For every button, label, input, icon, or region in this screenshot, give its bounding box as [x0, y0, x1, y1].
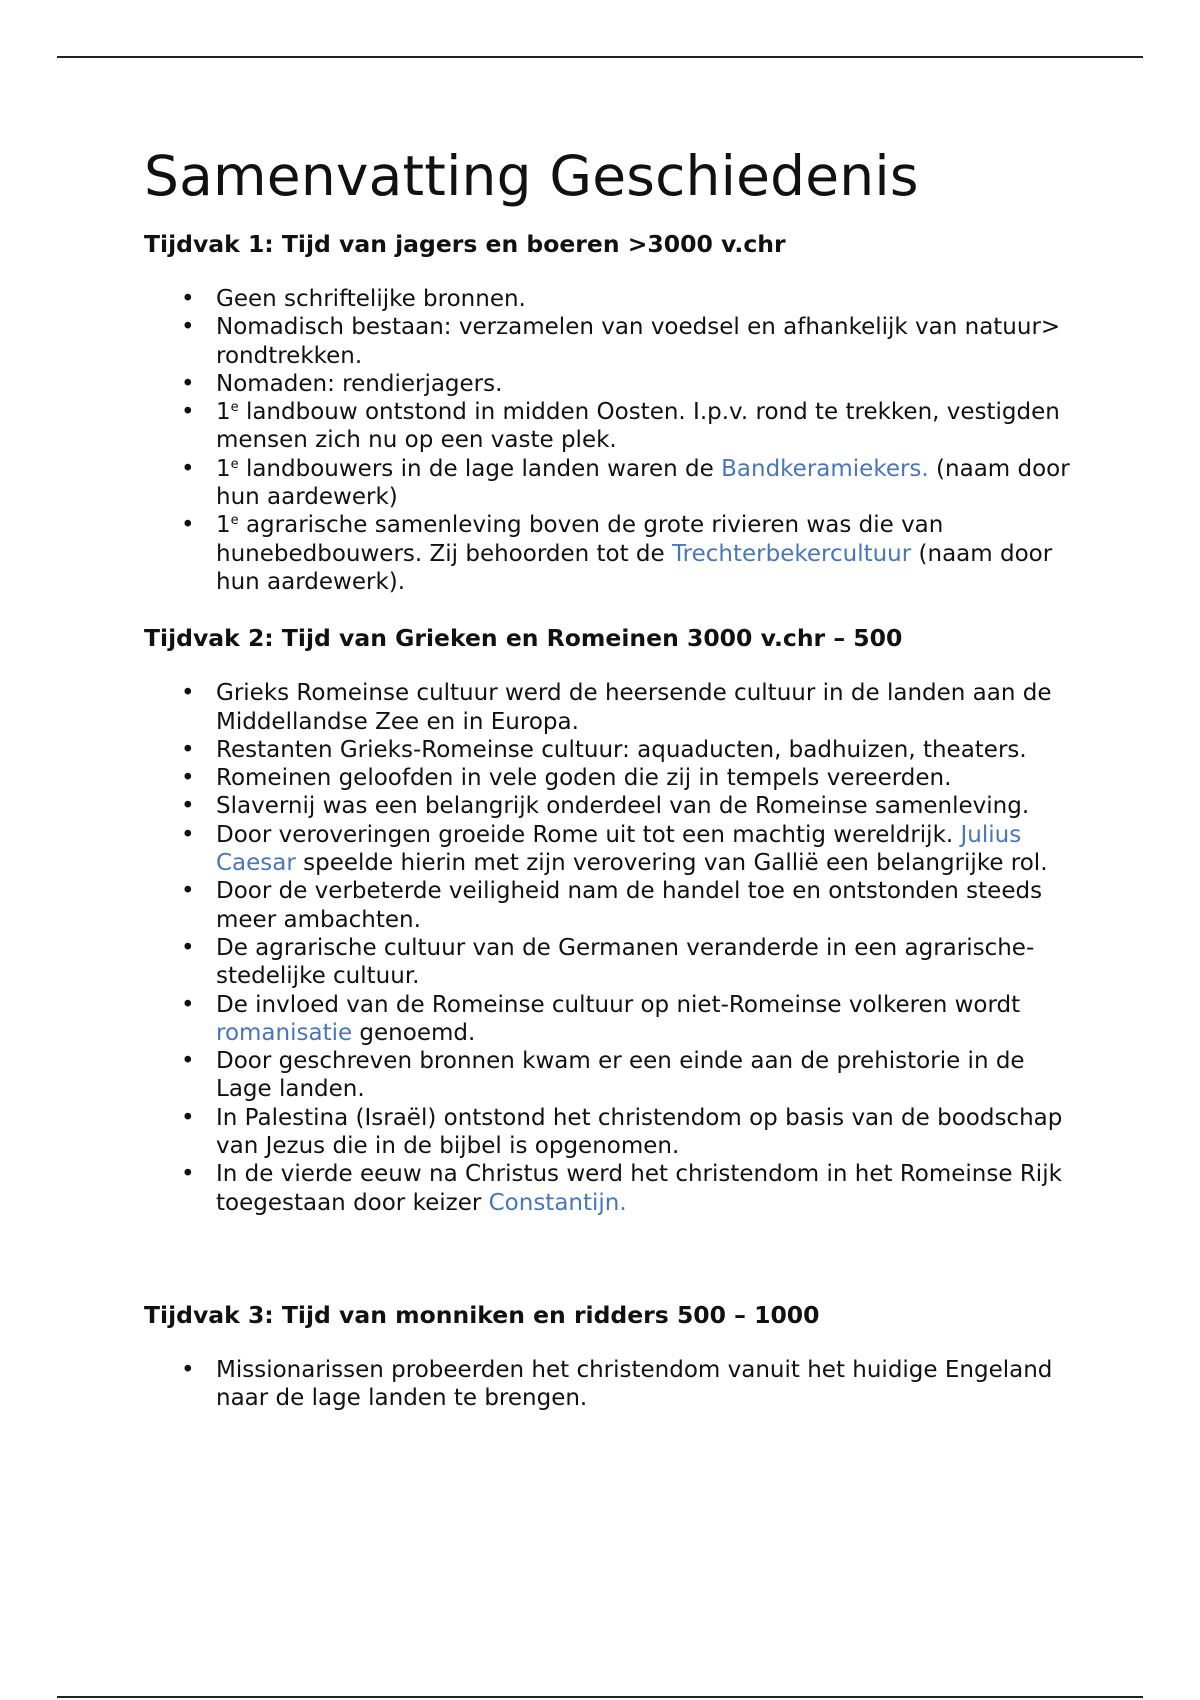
term-link-constantijn[interactable]: Constantijn. [488, 1189, 627, 1216]
bottom-rule [57, 1696, 1143, 1698]
section-heading-tijdvak-3: Tijdvak 3: Tijd van monniken en ridders 500 – 1000 [144, 1300, 820, 1329]
bullet-list-tijdvak-3 [144, 1356, 1074, 1413]
bullet-icon: • [181, 370, 195, 397]
list-item: • Door de verbeterde veiligheid nam de handel toe en ontstonden steeds meer ambachten. [181, 878, 1043, 933]
list-item: • 1e landbouw ontstond in midden Oosten. I.p.v. rond te trekken, vestigden mensen zich nu op een vaste plek. [181, 399, 1060, 454]
list-item: • Slavernij was een belangrijk onderdeel van de Romeinse samenleving. [181, 793, 1030, 820]
list-item: • Geen schriftelijke bronnen. [181, 286, 526, 312]
list-item: • Door veroveringen groeide Rome uit tot een machtig wereldrijk. Julius Caesar speelde hierin met zijn verovering van Gallië een belangrijke rol. [181, 821, 1048, 877]
bullet-icon: • [181, 455, 195, 482]
bullet-icon: • [181, 286, 195, 312]
section-heading-tijdvak-1: Tijdvak 1: Tijd van jagers en boeren >3000 v.chr [144, 230, 786, 258]
list-item: • De invloed van de Romeinse cultuur op niet-Romeinse volkeren wordt romanisatie genoemd. [181, 991, 1021, 1046]
bullet-icon: • [181, 1356, 195, 1383]
list-item: • Door geschreven bronnen kwam er een einde aan de prehistorie in de Lage landen. [181, 1048, 1025, 1103]
bullet-icon: • [181, 878, 195, 905]
page-title: Samenvatting Geschiedenis [144, 144, 919, 208]
bullet-icon: • [181, 1161, 195, 1188]
list-item: • Nomaden: rendierjagers. [181, 370, 503, 397]
bullet-icon: • [181, 680, 195, 707]
term-link-romanisatie[interactable]: romanisatie [216, 1019, 353, 1046]
bullet-list-tijdvak-2 [144, 679, 1074, 1217]
list-item: • Missionarissen probeerden het christendom vanuit het huidige Engeland naar de lage landen te brengen. [181, 1356, 1053, 1412]
bullet-icon: • [181, 512, 195, 539]
bullet-icon: • [181, 991, 195, 1018]
list-item: • Nomadisch bestaan: verzamelen van voedsel en afhankelijk van natuur> rondtrekken. [181, 314, 1061, 369]
bullet-list-tijdvak-1 [144, 285, 1074, 596]
bullet-icon: • [181, 765, 195, 792]
bullet-icon: • [181, 793, 195, 820]
list-item: • 1e landbouwers in de lage landen waren de Bandkeramiekers. (naam door hun aardewerk) [181, 455, 1070, 511]
bullet-icon: • [181, 934, 195, 961]
bullet-icon: • [181, 736, 195, 763]
list-item: • 1e agrarische samenleving boven de grote rivieren was die van hunebedbouwers. Zij behoorden tot de Trechterbekercultuur (naam door hun aardewerk). [181, 512, 1053, 595]
list-item: • Romeinen geloofden in vele goden die zij in tempels vereerden. [181, 765, 952, 792]
bullet-icon: • [181, 314, 195, 341]
bullet-icon: • [181, 821, 195, 848]
bullet-icon: • [181, 399, 195, 426]
top-rule [57, 56, 1143, 58]
list-item: • Grieks Romeinse cultuur werd de heersende cultuur in de landen aan de Middellandse Zee en in Europa. [181, 680, 1052, 735]
term-link-julius-caesar[interactable]: Julius Caesar [216, 821, 1022, 877]
bullet-icon: • [181, 1048, 195, 1075]
list-item: • De agrarische cultuur van de Germanen veranderde in een agrarische-stedelijke cultuur. [181, 934, 1035, 990]
bullet-icon: • [181, 1104, 195, 1131]
term-link-bandkeramiekers[interactable]: Bandkeramiekers. [721, 455, 929, 482]
term-link-trechterbekercultuur[interactable]: Trechterbekercultuur [672, 540, 912, 567]
document-body [144, 140, 1074, 1413]
list-item: • In Palestina (Israël) ontstond het christendom op basis van de boodschap van Jezus die in de bijbel is opgenomen. [181, 1104, 1063, 1160]
list-item: • In de vierde eeuw na Christus werd het christendom in het Romeinse Rijk toegestaan door keizer Constantijn. [181, 1161, 1062, 1216]
list-item: • Restanten Grieks-Romeinse cultuur: aquaducten, badhuizen, theaters. [181, 736, 1027, 763]
section-heading-tijdvak-2: Tijdvak 2: Tijd van Grieken en Romeinen 3000 v.chr – 500 [144, 624, 903, 653]
